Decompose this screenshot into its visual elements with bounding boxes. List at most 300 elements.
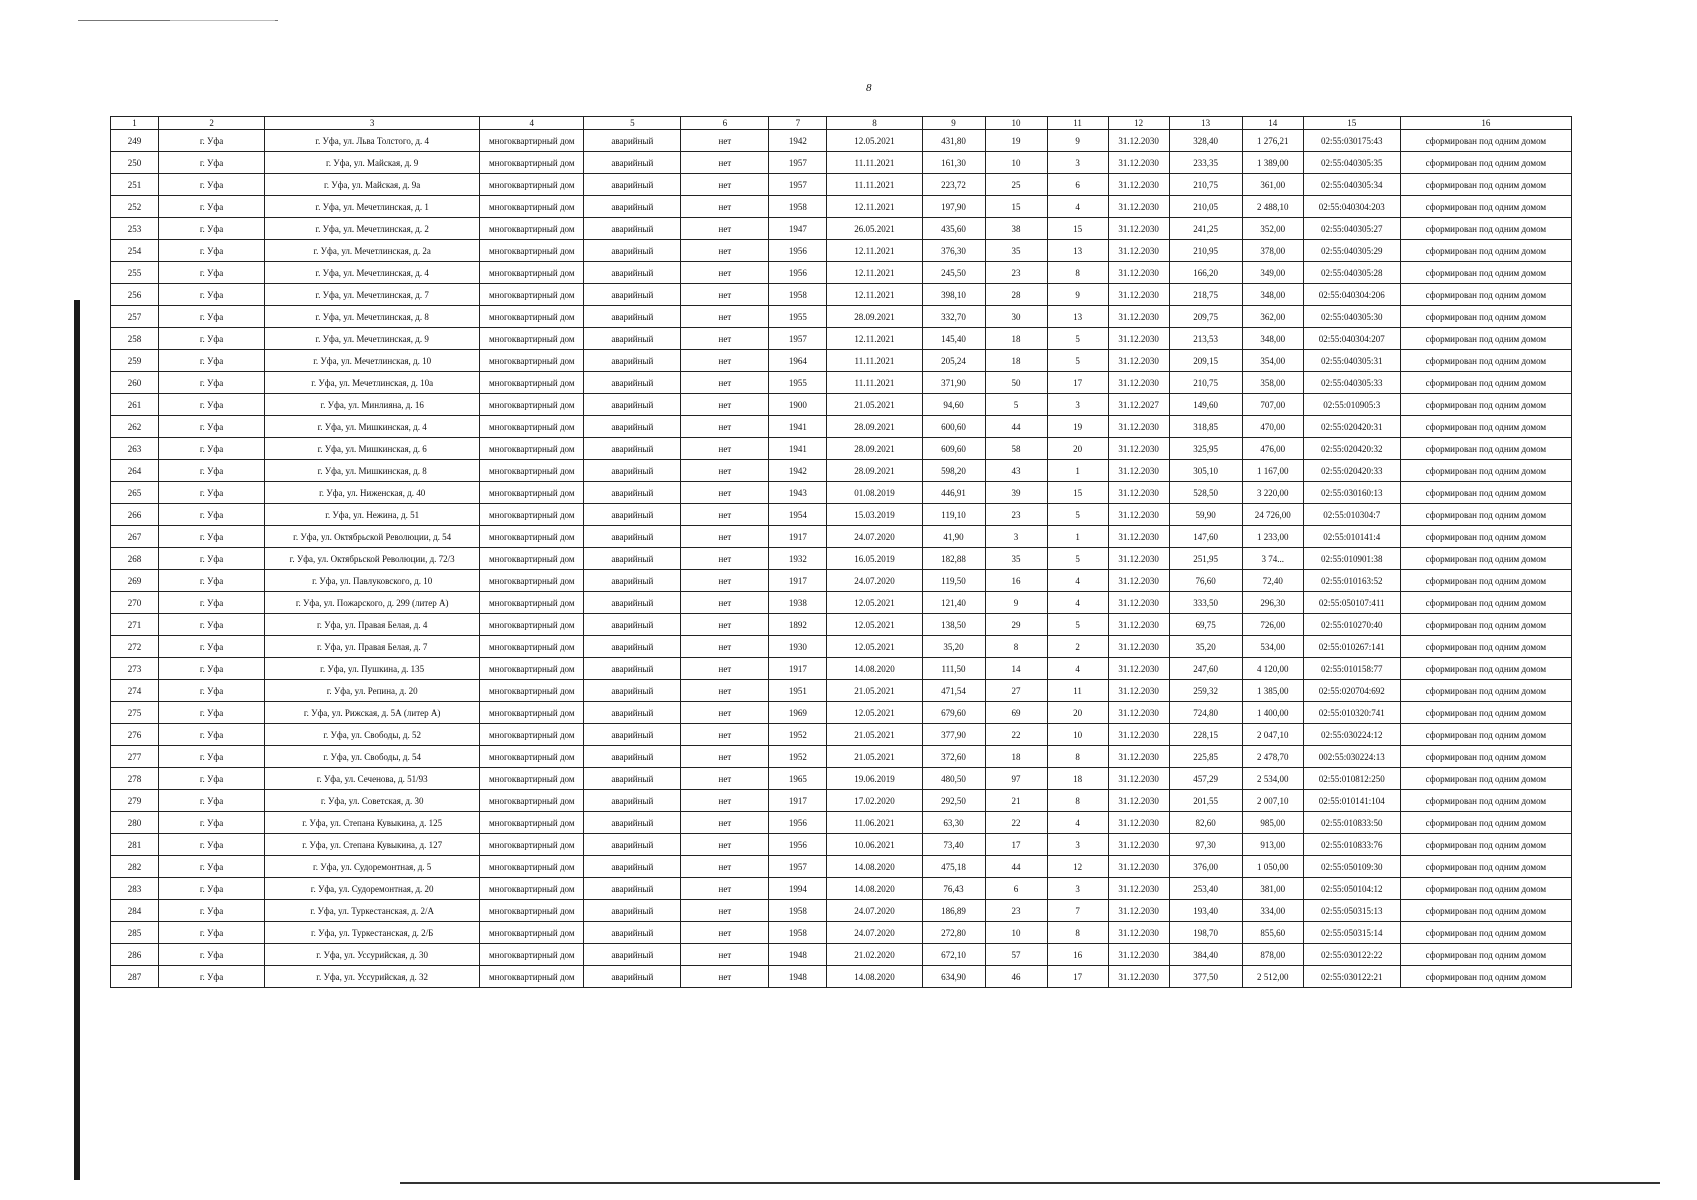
relocation-deadline-cell: 31.12.2030 <box>1108 174 1169 196</box>
value-14-cell: 72,40 <box>1242 570 1303 592</box>
area-cell: 679,60 <box>922 702 985 724</box>
municipality-cell: г. Уфа <box>159 394 265 416</box>
residents-cell: 44 <box>985 416 1047 438</box>
land-status-cell: сформирован под одним домом <box>1400 460 1571 482</box>
relocation-flag-cell: нет <box>681 834 769 856</box>
municipality-cell: г. Уфа <box>159 790 265 812</box>
value-14-cell: 1 389,00 <box>1242 152 1303 174</box>
table-row <box>111 262 1572 284</box>
recognition-date-cell: 21.05.2021 <box>827 746 922 768</box>
address-cell: г. Уфа, ул. Мечетлинская, д. 9 <box>265 328 480 350</box>
condition-cell: аварийный <box>584 592 681 614</box>
condition-cell: аварийный <box>584 262 681 284</box>
area-cell: 431,80 <box>922 130 985 152</box>
row-number-cell: 279 <box>111 790 159 812</box>
cadastral-number-cell: 02:55:050315:14 <box>1303 922 1400 944</box>
address-cell: г. Уфа, ул. Мечетлинская, д. 8 <box>265 306 480 328</box>
relocation-flag-cell: нет <box>681 130 769 152</box>
house-type-cell: многоквартирный дом <box>480 328 584 350</box>
relocation-deadline-cell: 31.12.2030 <box>1108 460 1169 482</box>
house-type-cell: многоквартирный дом <box>480 504 584 526</box>
condition-cell: аварийный <box>584 922 681 944</box>
land-status-cell: сформирован под одним домом <box>1400 196 1571 218</box>
land-status-cell: сформирован под одним домом <box>1400 240 1571 262</box>
premises-cell: 5 <box>1047 350 1108 372</box>
page-number: 8 <box>866 82 872 94</box>
value-13-cell: 193,40 <box>1169 900 1242 922</box>
condition-cell: аварийный <box>584 438 681 460</box>
relocation-deadline-cell: 31.12.2030 <box>1108 724 1169 746</box>
condition-cell: аварийный <box>584 240 681 262</box>
residents-cell: 9 <box>985 592 1047 614</box>
relocation-flag-cell: нет <box>681 416 769 438</box>
table-row <box>111 570 1572 592</box>
house-type-cell: многоквартирный дом <box>480 834 584 856</box>
recognition-date-cell: 28.09.2021 <box>827 460 922 482</box>
area-cell: 600,60 <box>922 416 985 438</box>
residents-cell: 69 <box>985 702 1047 724</box>
relocation-flag-cell: нет <box>681 350 769 372</box>
relocation-flag-cell: нет <box>681 394 769 416</box>
row-number-cell: 257 <box>111 306 159 328</box>
recognition-date-cell: 21.02.2020 <box>827 944 922 966</box>
column-header-14: 14 <box>1242 117 1303 130</box>
address-cell: г. Уфа, ул. Майская, д. 9 <box>265 152 480 174</box>
footer-rule <box>400 1182 1660 1184</box>
value-14-cell: 348,00 <box>1242 284 1303 306</box>
premises-cell: 3 <box>1047 152 1108 174</box>
recognition-date-cell: 24.07.2020 <box>827 922 922 944</box>
area-cell: 182,88 <box>922 548 985 570</box>
municipality-cell: г. Уфа <box>159 306 265 328</box>
table-row <box>111 460 1572 482</box>
condition-cell: аварийный <box>584 284 681 306</box>
build-year-cell: 1955 <box>769 306 827 328</box>
residents-cell: 18 <box>985 350 1047 372</box>
row-number-cell: 255 <box>111 262 159 284</box>
area-cell: 35,20 <box>922 636 985 658</box>
land-status-cell: сформирован под одним домом <box>1400 284 1571 306</box>
value-14-cell: 1 050,00 <box>1242 856 1303 878</box>
table-row <box>111 900 1572 922</box>
address-cell: г. Уфа, ул. Уссурийская, д. 30 <box>265 944 480 966</box>
value-13-cell: 318,85 <box>1169 416 1242 438</box>
build-year-cell: 1917 <box>769 658 827 680</box>
residents-cell: 23 <box>985 262 1047 284</box>
area-cell: 272,80 <box>922 922 985 944</box>
land-status-cell: сформирован под одним домом <box>1400 658 1571 680</box>
build-year-cell: 1956 <box>769 262 827 284</box>
value-14-cell: 1 233,00 <box>1242 526 1303 548</box>
relocation-flag-cell: нет <box>681 438 769 460</box>
build-year-cell: 1942 <box>769 130 827 152</box>
header-rule-faint <box>170 20 275 21</box>
house-type-cell: многоквартирный дом <box>480 900 584 922</box>
value-13-cell: 325,95 <box>1169 438 1242 460</box>
residents-cell: 25 <box>985 174 1047 196</box>
row-number-cell: 265 <box>111 482 159 504</box>
build-year-cell: 1943 <box>769 482 827 504</box>
table-row <box>111 614 1572 636</box>
relocation-flag-cell: нет <box>681 746 769 768</box>
table-row <box>111 284 1572 306</box>
condition-cell: аварийный <box>584 526 681 548</box>
address-cell: г. Уфа, ул. Репина, д. 20 <box>265 680 480 702</box>
value-14-cell: 381,00 <box>1242 878 1303 900</box>
cadastral-number-cell: 02:55:030175:43 <box>1303 130 1400 152</box>
value-14-cell: 855,60 <box>1242 922 1303 944</box>
area-cell: 475,18 <box>922 856 985 878</box>
address-cell: г. Уфа, ул. Правая Белая, д. 4 <box>265 614 480 636</box>
column-header-12: 12 <box>1108 117 1169 130</box>
recognition-date-cell: 01.08.2019 <box>827 482 922 504</box>
area-cell: 76,43 <box>922 878 985 900</box>
table-body <box>111 130 1572 988</box>
residents-cell: 43 <box>985 460 1047 482</box>
recognition-date-cell: 24.07.2020 <box>827 900 922 922</box>
municipality-cell: г. Уфа <box>159 526 265 548</box>
municipality-cell: г. Уфа <box>159 658 265 680</box>
row-number-cell: 261 <box>111 394 159 416</box>
cadastral-number-cell: 02:55:050104:12 <box>1303 878 1400 900</box>
premises-cell: 6 <box>1047 174 1108 196</box>
area-cell: 480,50 <box>922 768 985 790</box>
condition-cell: аварийный <box>584 702 681 724</box>
area-cell: 205,24 <box>922 350 985 372</box>
value-14-cell: 985,00 <box>1242 812 1303 834</box>
relocation-deadline-cell: 31.12.2030 <box>1108 350 1169 372</box>
table-row <box>111 592 1572 614</box>
row-number-cell: 274 <box>111 680 159 702</box>
row-number-cell: 249 <box>111 130 159 152</box>
recognition-date-cell: 28.09.2021 <box>827 438 922 460</box>
cadastral-number-cell: 02:55:050315:13 <box>1303 900 1400 922</box>
build-year-cell: 1957 <box>769 856 827 878</box>
address-cell: г. Уфа, ул. Майская, д. 9а <box>265 174 480 196</box>
build-year-cell: 1942 <box>769 460 827 482</box>
table-row <box>111 196 1572 218</box>
cadastral-number-cell: 02:55:030160:13 <box>1303 482 1400 504</box>
relocation-flag-cell: нет <box>681 702 769 724</box>
column-header-16: 16 <box>1400 117 1571 130</box>
premises-cell: 7 <box>1047 900 1108 922</box>
cadastral-number-cell: 02:55:030224:12 <box>1303 724 1400 746</box>
area-cell: 634,90 <box>922 966 985 988</box>
premises-cell: 8 <box>1047 922 1108 944</box>
address-cell: г. Уфа, ул. Мишкинская, д. 6 <box>265 438 480 460</box>
area-cell: 377,90 <box>922 724 985 746</box>
row-number-cell: 270 <box>111 592 159 614</box>
municipality-cell: г. Уфа <box>159 768 265 790</box>
relocation-flag-cell: нет <box>681 504 769 526</box>
municipality-cell: г. Уфа <box>159 922 265 944</box>
house-type-cell: многоквартирный дом <box>480 680 584 702</box>
house-type-cell: многоквартирный дом <box>480 702 584 724</box>
row-number-cell: 277 <box>111 746 159 768</box>
municipality-cell: г. Уфа <box>159 636 265 658</box>
recognition-date-cell: 12.05.2021 <box>827 592 922 614</box>
row-number-cell: 275 <box>111 702 159 724</box>
value-13-cell: 149,60 <box>1169 394 1242 416</box>
value-13-cell: 209,15 <box>1169 350 1242 372</box>
column-header-15: 15 <box>1303 117 1400 130</box>
value-14-cell: 348,00 <box>1242 328 1303 350</box>
column-header-4: 4 <box>480 117 584 130</box>
recognition-date-cell: 12.11.2021 <box>827 262 922 284</box>
value-13-cell: 259,32 <box>1169 680 1242 702</box>
recognition-date-cell: 17.02.2020 <box>827 790 922 812</box>
condition-cell: аварийный <box>584 350 681 372</box>
build-year-cell: 1994 <box>769 878 827 900</box>
house-type-cell: многоквартирный дом <box>480 922 584 944</box>
value-13-cell: 76,60 <box>1169 570 1242 592</box>
land-status-cell: сформирован под одним домом <box>1400 306 1571 328</box>
relocation-flag-cell: нет <box>681 922 769 944</box>
condition-cell: аварийный <box>584 328 681 350</box>
recognition-date-cell: 28.09.2021 <box>827 306 922 328</box>
condition-cell: аварийный <box>584 746 681 768</box>
build-year-cell: 1954 <box>769 504 827 526</box>
municipality-cell: г. Уфа <box>159 746 265 768</box>
table-row <box>111 636 1572 658</box>
relocation-deadline-cell: 31.12.2030 <box>1108 790 1169 812</box>
house-type-cell: многоквартирный дом <box>480 878 584 900</box>
value-13-cell: 201,55 <box>1169 790 1242 812</box>
table-row <box>111 504 1572 526</box>
land-status-cell: сформирован под одним домом <box>1400 702 1571 724</box>
table-row <box>111 218 1572 240</box>
relocation-deadline-cell: 31.12.2030 <box>1108 262 1169 284</box>
build-year-cell: 1917 <box>769 570 827 592</box>
build-year-cell: 1917 <box>769 790 827 812</box>
premises-cell: 5 <box>1047 328 1108 350</box>
condition-cell: аварийный <box>584 834 681 856</box>
value-13-cell: 376,00 <box>1169 856 1242 878</box>
relocation-deadline-cell: 31.12.2030 <box>1108 504 1169 526</box>
value-13-cell: 209,75 <box>1169 306 1242 328</box>
house-type-cell: многоквартирный дом <box>480 614 584 636</box>
house-type-cell: многоквартирный дом <box>480 658 584 680</box>
value-14-cell: 334,00 <box>1242 900 1303 922</box>
build-year-cell: 1952 <box>769 724 827 746</box>
land-status-cell: сформирован под одним домом <box>1400 174 1571 196</box>
cadastral-number-cell: 02:55:040304:207 <box>1303 328 1400 350</box>
cadastral-number-cell: 02:55:010812:250 <box>1303 768 1400 790</box>
residents-cell: 19 <box>985 130 1047 152</box>
municipality-cell: г. Уфа <box>159 944 265 966</box>
cadastral-number-cell: 02:55:010833:76 <box>1303 834 1400 856</box>
condition-cell: аварийный <box>584 372 681 394</box>
land-status-cell: сформирован под одним домом <box>1400 570 1571 592</box>
municipality-cell: г. Уфа <box>159 328 265 350</box>
residents-cell: 14 <box>985 658 1047 680</box>
relocation-deadline-cell: 31.12.2030 <box>1108 702 1169 724</box>
table-row <box>111 548 1572 570</box>
value-13-cell: 225,85 <box>1169 746 1242 768</box>
column-header-1: 1 <box>111 117 159 130</box>
condition-cell: аварийный <box>584 460 681 482</box>
cadastral-number-cell: 02:55:010267:141 <box>1303 636 1400 658</box>
municipality-cell: г. Уфа <box>159 856 265 878</box>
premises-cell: 9 <box>1047 284 1108 306</box>
premises-cell: 5 <box>1047 548 1108 570</box>
municipality-cell: г. Уфа <box>159 262 265 284</box>
build-year-cell: 1941 <box>769 438 827 460</box>
area-cell: 111,50 <box>922 658 985 680</box>
residents-cell: 44 <box>985 856 1047 878</box>
build-year-cell: 1938 <box>769 592 827 614</box>
condition-cell: аварийный <box>584 878 681 900</box>
build-year-cell: 1941 <box>769 416 827 438</box>
relocation-deadline-cell: 31.12.2030 <box>1108 856 1169 878</box>
value-14-cell: 726,00 <box>1242 614 1303 636</box>
house-type-cell: многоквартирный дом <box>480 152 584 174</box>
condition-cell: аварийный <box>584 768 681 790</box>
area-cell: 63,30 <box>922 812 985 834</box>
premises-cell: 17 <box>1047 966 1108 988</box>
build-year-cell: 1900 <box>769 394 827 416</box>
table-row <box>111 724 1572 746</box>
area-cell: 138,50 <box>922 614 985 636</box>
address-cell: г. Уфа, ул. Мечетлинская, д. 4 <box>265 262 480 284</box>
value-13-cell: 528,50 <box>1169 482 1242 504</box>
build-year-cell: 1956 <box>769 240 827 262</box>
build-year-cell: 1952 <box>769 746 827 768</box>
cadastral-number-cell: 02:55:040305:27 <box>1303 218 1400 240</box>
premises-cell: 4 <box>1047 658 1108 680</box>
value-14-cell: 2 512,00 <box>1242 966 1303 988</box>
address-cell: г. Уфа, ул. Ниженская, д. 40 <box>265 482 480 504</box>
column-header-5: 5 <box>584 117 681 130</box>
value-14-cell: 913,00 <box>1242 834 1303 856</box>
row-number-cell: 276 <box>111 724 159 746</box>
table-row <box>111 658 1572 680</box>
residents-cell: 10 <box>985 152 1047 174</box>
municipality-cell: г. Уфа <box>159 460 265 482</box>
relocation-flag-cell: нет <box>681 900 769 922</box>
condition-cell: аварийный <box>584 174 681 196</box>
recognition-date-cell: 12.11.2021 <box>827 284 922 306</box>
premises-cell: 19 <box>1047 416 1108 438</box>
value-13-cell: 210,75 <box>1169 174 1242 196</box>
emergency-housing-table <box>110 116 1572 988</box>
address-cell: г. Уфа, ул. Мечетлинская, д. 10а <box>265 372 480 394</box>
land-status-cell: сформирован под одним домом <box>1400 680 1571 702</box>
cadastral-number-cell: 02:55:010141:4 <box>1303 526 1400 548</box>
row-number-cell: 251 <box>111 174 159 196</box>
house-type-cell: многоквартирный дом <box>480 526 584 548</box>
cadastral-number-cell: 02:55:010833:50 <box>1303 812 1400 834</box>
residents-cell: 17 <box>985 834 1047 856</box>
address-cell: г. Уфа, ул. Октябрьской Революции, д. 54 <box>265 526 480 548</box>
residents-cell: 8 <box>985 636 1047 658</box>
condition-cell: аварийный <box>584 944 681 966</box>
cadastral-number-cell: 02:55:020420:33 <box>1303 460 1400 482</box>
value-13-cell: 247,60 <box>1169 658 1242 680</box>
cadastral-number-cell: 02:55:050107:411 <box>1303 592 1400 614</box>
cadastral-number-cell: 02:55:040305:31 <box>1303 350 1400 372</box>
residents-cell: 30 <box>985 306 1047 328</box>
area-cell: 41,90 <box>922 526 985 548</box>
recognition-date-cell: 21.05.2021 <box>827 394 922 416</box>
house-type-cell: многоквартирный дом <box>480 416 584 438</box>
recognition-date-cell: 19.06.2019 <box>827 768 922 790</box>
residents-cell: 35 <box>985 240 1047 262</box>
value-14-cell: 3 74... <box>1242 548 1303 570</box>
table-row <box>111 130 1572 152</box>
row-number-cell: 252 <box>111 196 159 218</box>
value-13-cell: 724,80 <box>1169 702 1242 724</box>
cadastral-number-cell: 02:55:010304:7 <box>1303 504 1400 526</box>
address-cell: г. Уфа, ул. Минлияна, д. 16 <box>265 394 480 416</box>
value-13-cell: 218,75 <box>1169 284 1242 306</box>
recognition-date-cell: 11.11.2021 <box>827 350 922 372</box>
area-cell: 245,50 <box>922 262 985 284</box>
municipality-cell: г. Уфа <box>159 438 265 460</box>
address-cell: г. Уфа, ул. Мечетлинская, д. 7 <box>265 284 480 306</box>
recognition-date-cell: 24.07.2020 <box>827 570 922 592</box>
municipality-cell: г. Уфа <box>159 878 265 900</box>
row-number-cell: 278 <box>111 768 159 790</box>
build-year-cell: 1948 <box>769 966 827 988</box>
relocation-deadline-cell: 31.12.2030 <box>1108 658 1169 680</box>
cadastral-number-cell: 02:55:010901:38 <box>1303 548 1400 570</box>
premises-cell: 20 <box>1047 702 1108 724</box>
recognition-date-cell: 14.08.2020 <box>827 878 922 900</box>
premises-cell: 18 <box>1047 768 1108 790</box>
land-status-cell: сформирован под одним домом <box>1400 834 1571 856</box>
residents-cell: 18 <box>985 746 1047 768</box>
table-row <box>111 768 1572 790</box>
premises-cell: 17 <box>1047 372 1108 394</box>
residents-cell: 27 <box>985 680 1047 702</box>
value-13-cell: 333,50 <box>1169 592 1242 614</box>
column-header-6: 6 <box>681 117 769 130</box>
relocation-flag-cell: нет <box>681 966 769 988</box>
cadastral-number-cell: 02:55:040304:203 <box>1303 196 1400 218</box>
area-cell: 598,20 <box>922 460 985 482</box>
table-row <box>111 878 1572 900</box>
relocation-deadline-cell: 31.12.2030 <box>1108 240 1169 262</box>
value-13-cell: 233,35 <box>1169 152 1242 174</box>
cadastral-number-cell: 02:55:040305:35 <box>1303 152 1400 174</box>
municipality-cell: г. Уфа <box>159 614 265 636</box>
value-14-cell: 349,00 <box>1242 262 1303 284</box>
relocation-deadline-cell: 31.12.2030 <box>1108 768 1169 790</box>
cadastral-number-cell: 02:55:030122:22 <box>1303 944 1400 966</box>
area-cell: 161,30 <box>922 152 985 174</box>
row-number-cell: 266 <box>111 504 159 526</box>
relocation-flag-cell: нет <box>681 878 769 900</box>
value-13-cell: 241,25 <box>1169 218 1242 240</box>
land-status-cell: сформирован под одним домом <box>1400 746 1571 768</box>
land-status-cell: сформирован под одним домом <box>1400 548 1571 570</box>
residents-cell: 21 <box>985 790 1047 812</box>
value-14-cell: 296,30 <box>1242 592 1303 614</box>
relocation-flag-cell: нет <box>681 570 769 592</box>
relocation-flag-cell: нет <box>681 856 769 878</box>
table-row <box>111 856 1572 878</box>
condition-cell: аварийный <box>584 636 681 658</box>
table-row <box>111 966 1572 988</box>
address-cell: г. Уфа, ул. Мечетлинская, д. 1 <box>265 196 480 218</box>
land-status-cell: сформирован под одним домом <box>1400 966 1571 988</box>
land-status-cell: сформирован под одним домом <box>1400 878 1571 900</box>
municipality-cell: г. Уфа <box>159 416 265 438</box>
column-header-2: 2 <box>159 117 265 130</box>
table-row <box>111 240 1572 262</box>
build-year-cell: 1932 <box>769 548 827 570</box>
